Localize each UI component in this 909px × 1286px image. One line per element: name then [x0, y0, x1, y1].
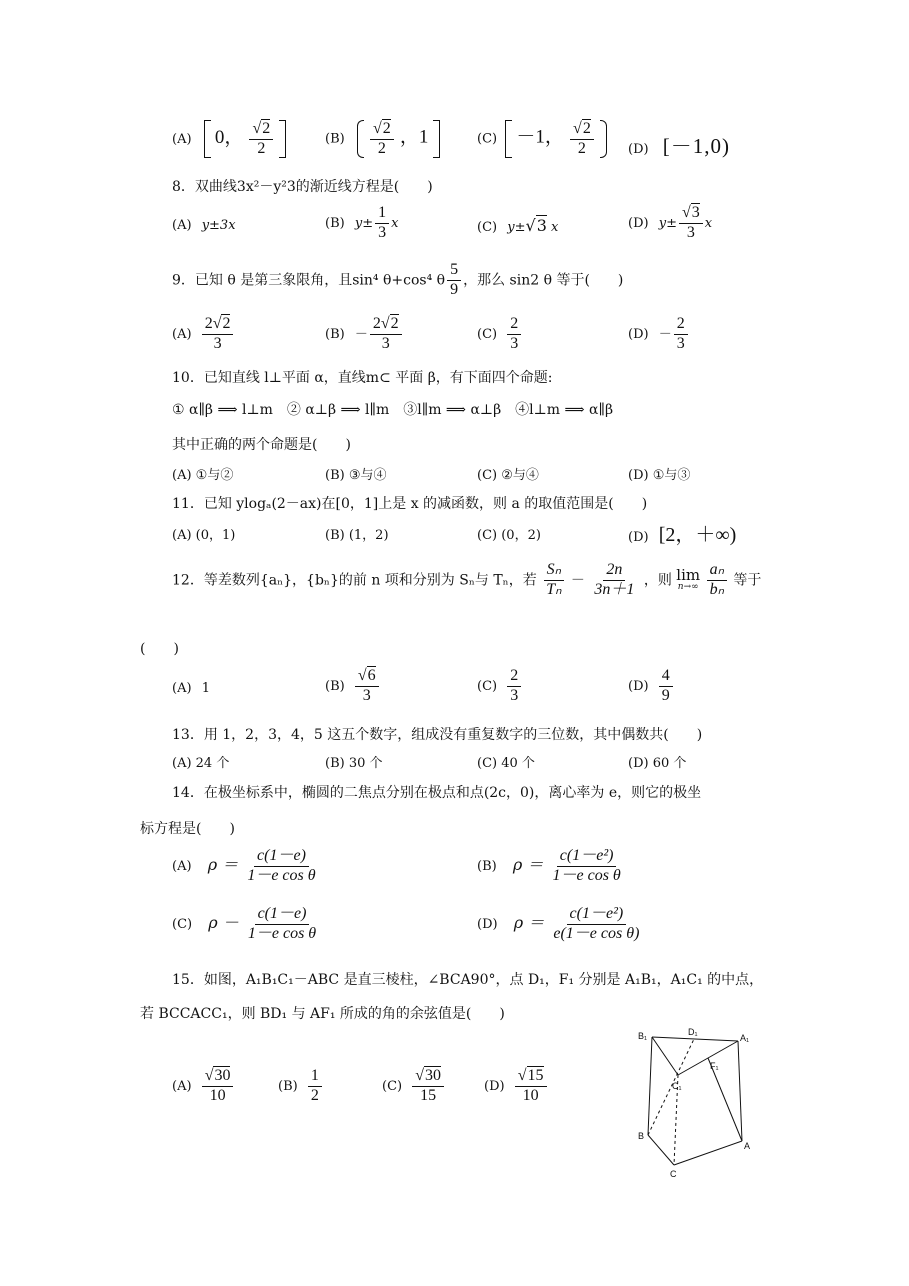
label-b: B	[638, 1131, 645, 1141]
q14-stem-line1: 14．在极坐标系中，椭圆的二焦点分别在极点和点(2c，0)，离心率为 e，则它的极坐	[172, 785, 702, 801]
q8-option-c: (C) y±√ 3 x	[477, 216, 558, 235]
q9-stem: 9．已知 θ 是第三象限角，且sin⁴ θ+cos⁴ θ $\frac{5}{9}$ ，那么 sin2 θ 等于( )	[172, 261, 624, 298]
label-a1: A₁	[740, 1033, 750, 1043]
q14-option-c: (C) ρ － $\frac{c(1-e)}{\text{1－e cos θ}}$	[172, 905, 317, 942]
label-b1: B₁	[638, 1031, 648, 1041]
label-d1: D₁	[688, 1027, 698, 1037]
label-c1: C₁	[672, 1081, 682, 1091]
q12-option-c: (C) $\frac{2}{3}$	[477, 668, 523, 705]
q12-option-d: (D) $\frac{4}{9}$	[628, 668, 675, 705]
q9-option-c: (C) $\frac{2}{3}$	[477, 316, 523, 353]
q10-option-b: (B) ③与④	[325, 468, 387, 483]
edge-b1-c1	[652, 1037, 678, 1075]
label-a: A	[744, 1141, 751, 1151]
q13-stem: 13．用 1，2，3，4，5 这五个数字，组成没有重复数字的三位数，其中偶数共( )	[172, 727, 703, 743]
q8-option-a: (A) y±3x	[172, 218, 236, 233]
q10-ask: 其中正确的两个命题是( )	[172, 437, 351, 453]
q14-option-b: (B) ρ ＝ $\frac{\text{c(1－e²)}}{\text{1－e cos θ}}$	[477, 847, 621, 884]
q15-stem-line1: 15．如图，A₁B₁C₁－ABC 是直三棱柱，∠BCA90°，点 D₁，F₁ 分别是 A₁B₁，A₁C₁ 的中点，	[172, 972, 764, 988]
q12-option-b: (B) √ $\frac{6}{3}$	[325, 668, 381, 705]
q11-stem: 11．已知 ylogₐ(2－ax)在[0，1]上是 x 的减函数，则 a 的取值范围是( )	[172, 496, 648, 512]
edge-b1-b	[648, 1037, 652, 1135]
q12-stem: 12．等差数列{aₙ}，{bₙ}的前 n 项和分别为 Sₙ与 Tₙ，若 $\frac{\text{Sₙ}}{\text{Tₙ}}$ － $\frac{2n}{3n+1}$ ，则 lim n→∞ $\frac{\text{aₙ}}{\text{bₙ}}$ 等于	[172, 561, 762, 598]
edge-c-a	[674, 1141, 742, 1165]
q15-option-a: (A) √ $\frac{30}{10}$	[172, 1068, 235, 1105]
q9-option-a: (A) $\frac{2√ 2}{3}$	[172, 316, 235, 353]
q13-option-d: (D) 60 个	[628, 756, 687, 771]
q15-stem-line2: 若 BCCACC₁，则 BD₁ 与 AF₁ 所成的角的余弦值是( )	[140, 1006, 505, 1022]
label-c: C	[670, 1169, 677, 1179]
q9-option-b: (B) － $\frac{2√ 2}{3}$	[325, 316, 404, 353]
q7-options	[172, 120, 286, 158]
q11-option-c: (C) (0，2)	[477, 528, 541, 543]
q13-option-c: (C) 40 个	[477, 756, 535, 771]
q10-propositions: ① α∥β ⟹ l⊥m ② α⊥β ⟹ l∥m ③l∥m ⟹ α⊥β ④l⊥m ⟹ α∥β	[172, 402, 614, 418]
edge-a1-a	[738, 1041, 742, 1141]
q7-option-b: (B) √ $\frac{2}{2}$ ，1	[325, 120, 440, 158]
segment-bd1	[648, 1039, 694, 1135]
q12-paren: ( )	[140, 641, 179, 657]
q7-option-d: (D) [－1,0)	[628, 134, 730, 158]
prism-figure	[630, 1025, 770, 1185]
edge-top	[652, 1037, 738, 1041]
q7-option-a: (A) 0， √ $\frac{2}{2}$	[172, 132, 286, 147]
q15-option-b: (B) $\frac{1}{2}$	[278, 1068, 324, 1105]
q7-option-c: (C) －1， √ $\frac{2}{2}$	[477, 120, 607, 158]
q13-option-b: (B) 30 个	[325, 756, 383, 771]
q11-option-d: (D) [2，＋∞)	[628, 524, 737, 546]
q10-stem: 10．已知直线 l⊥平面 α，直线m⊂ 平面 β，有下面四个命题:	[172, 370, 553, 386]
q10-option-a: (A) ①与②	[172, 468, 234, 483]
q13-option-a: (A) 24 个	[172, 756, 230, 771]
q14-stem-line2: 标方程是( )	[140, 821, 235, 837]
q14-option-a: (A) ρ ＝ $\frac{c(1-e)}{\text{1－e cos θ}}$	[172, 847, 316, 884]
q10-option-c: (C) ②与④	[477, 468, 539, 483]
edge-b-c	[648, 1135, 674, 1165]
q15-option-d: (D) √ $\frac{15}{10}$	[484, 1068, 549, 1105]
q8-option-b: (B) y± $\frac{1}{3}$ x	[325, 204, 399, 241]
q10-option-d: (D) ①与③	[628, 468, 691, 483]
q15-option-c: (C) √ $\frac{30}{15}$	[382, 1068, 446, 1105]
label-f1: F₁	[710, 1061, 719, 1071]
q12-option-a: (A) 1	[172, 681, 210, 696]
q9-option-d: (D) － $\frac{2}{3}$	[628, 316, 690, 353]
q8-option-d: (D) y± √ $\frac{3}{3}$ x	[628, 205, 712, 242]
q11-option-b: (B) (1，2)	[325, 528, 389, 543]
q8-stem: 8．双曲线3x²－y²3的渐近线方程是( )	[172, 179, 433, 195]
q14-option-d: (D) ρ ＝ $\frac{\text{c(1－e²)}}{\text{e(1－e cos θ)}}$	[477, 905, 640, 942]
q11-option-a: (A) (0，1)	[172, 528, 236, 543]
